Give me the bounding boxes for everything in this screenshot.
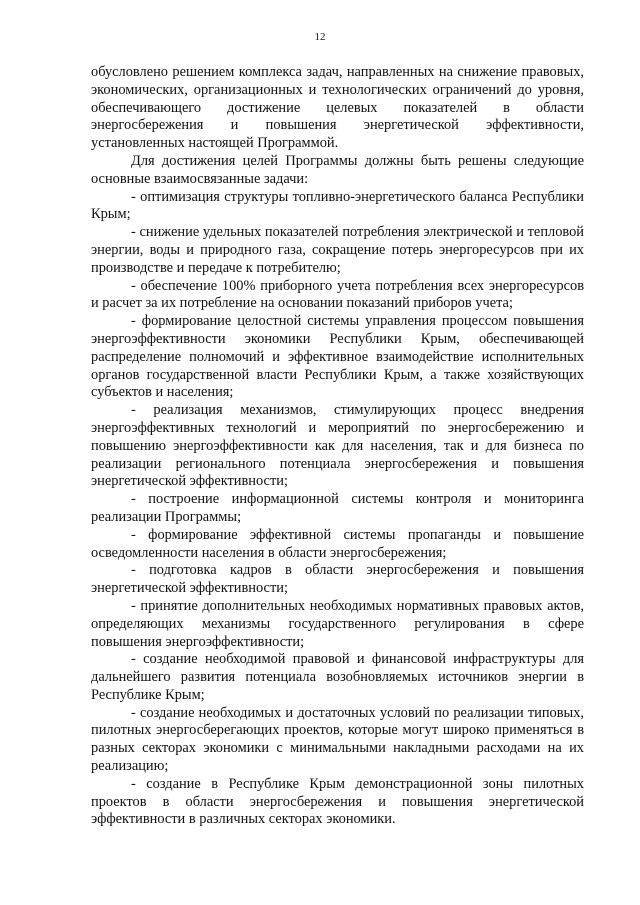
page-number: 12 (314, 31, 326, 43)
task-list-item: - формирование целостной системы управления процессом повышения энергоэффективности экономики Республики Крым, обеспечивающей распределение полномочий и эффективное взаимодействие исполнительных органов государственной власти Республики Крым, а также хозяйствующих субъектов и населения; (91, 313, 584, 401)
task-list-item: - создание в Республике Крым демонстрационной зоны пилотных проектов в области энергосбережения и повышения энергетической эффективности в различных секторах экономики. (91, 775, 584, 828)
task-list-item: - реализация механизмов, стимулирующих процесс внедрения энергоэффективных технологий и мероприятий по энергосбережению и повышению энергоэффективности как для населения, так и для бизнеса по реализации регионального потенциала энергосбережения и повышения энергетической эффективности; (91, 402, 584, 490)
task-list-item: - снижение удельных показателей потребления электрической и тепловой энергии, воды и природного газа, сокращение потерь энергоресурсов при их производстве и передаче к потребителю; (91, 224, 584, 276)
task-list-item: - оптимизация структуры топливно-энергетического баланса Республики Крым; (91, 188, 584, 223)
task-list-item: - обеспечение 100% приборного учета потребления всех энергоресурсов и расчет за их потребление на основании показаний приборов учета; (91, 277, 584, 312)
task-list-item: - формирование эффективной системы пропаганды и повышение осведомленности населения в области энергосбережения; (91, 526, 584, 561)
paragraph-continuation: обусловлено решением комплекса задач, направленных на снижение правовых, экономических, организационных и технологических ограничений до уровня, обеспечивающего достижение целевых показателей в области энергосбережения и повышения энергетической эффективности, установленных настоящей Программой. (91, 64, 584, 152)
task-list-item: - подготовка кадров в области энергосбережения и повышения энергетической эффективности; (91, 562, 584, 597)
task-list-item: - построение информационной системы контроля и мониторинга реализации Программы; (91, 491, 584, 525)
task-list-item: - создание необходимых и достаточных условий по реализации типовых, пилотных энергосберегающих проектов, которые могут широко применяться в разных секторах экономики с минимальными накладными расходами на их реализацию; (91, 704, 584, 775)
paragraph-tasks-intro: Для достижения целей Программы должны быть решены следующие основные взаимосвязанные задачи: (91, 152, 584, 187)
task-list-item: - создание необходимой правовой и финансовой инфраструктуры для дальнейшего развития потенциала возобновляемых источников энергии в Республике Крым; (91, 651, 584, 703)
document-body (91, 64, 584, 829)
task-list-item: - принятие дополнительных необходимых нормативных правовых актов, определяющих механизмы государственного регулирования в сфере повышения энергоэффективности; (91, 597, 584, 650)
